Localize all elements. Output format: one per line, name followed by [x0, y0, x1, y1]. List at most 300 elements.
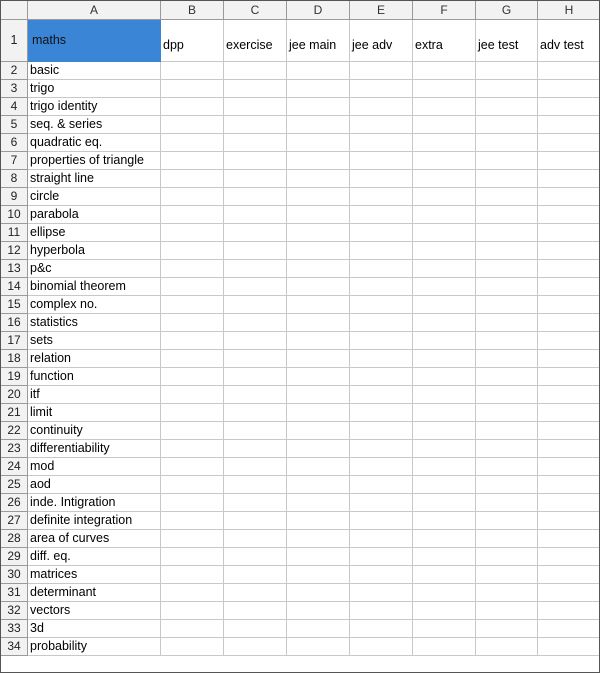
empty-cell[interactable] — [224, 98, 287, 116]
empty-cell[interactable] — [287, 170, 350, 188]
empty-cell[interactable] — [161, 566, 224, 584]
empty-cell[interactable] — [224, 440, 287, 458]
empty-cell[interactable] — [161, 494, 224, 512]
empty-cell[interactable] — [350, 278, 413, 296]
empty-cell[interactable] — [161, 422, 224, 440]
empty-cell[interactable] — [476, 206, 538, 224]
empty-cell[interactable] — [413, 530, 476, 548]
empty-cell[interactable] — [413, 296, 476, 314]
empty-cell[interactable] — [538, 476, 600, 494]
empty-cell[interactable] — [413, 440, 476, 458]
topic-cell[interactable]: quadratic eq. — [28, 134, 161, 152]
empty-cell[interactable] — [161, 548, 224, 566]
row-header[interactable]: 24 — [1, 458, 28, 476]
column-header-f[interactable]: F — [413, 1, 476, 20]
empty-cell[interactable] — [538, 404, 600, 422]
empty-cell[interactable] — [287, 422, 350, 440]
empty-cell[interactable] — [476, 638, 538, 656]
column-header-c[interactable]: C — [224, 1, 287, 20]
empty-cell[interactable] — [413, 80, 476, 98]
empty-cell[interactable] — [476, 350, 538, 368]
empty-cell[interactable] — [538, 422, 600, 440]
empty-cell[interactable] — [224, 386, 287, 404]
empty-cell[interactable] — [350, 440, 413, 458]
empty-cell[interactable] — [538, 98, 600, 116]
empty-cell[interactable] — [350, 260, 413, 278]
empty-cell[interactable] — [476, 566, 538, 584]
empty-cell[interactable] — [350, 566, 413, 584]
empty-cell[interactable] — [476, 80, 538, 98]
empty-cell[interactable] — [476, 476, 538, 494]
empty-cell[interactable] — [350, 638, 413, 656]
column-title-cell[interactable]: extra — [413, 20, 476, 62]
topic-cell[interactable]: complex no. — [28, 296, 161, 314]
row-header[interactable]: 25 — [1, 476, 28, 494]
row-header[interactable]: 16 — [1, 314, 28, 332]
empty-cell[interactable] — [538, 116, 600, 134]
column-header-b[interactable]: B — [161, 1, 224, 20]
empty-cell[interactable] — [350, 458, 413, 476]
empty-cell[interactable] — [476, 404, 538, 422]
empty-cell[interactable] — [287, 512, 350, 530]
empty-cell[interactable] — [538, 314, 600, 332]
empty-cell[interactable] — [161, 296, 224, 314]
row-header[interactable]: 28 — [1, 530, 28, 548]
empty-cell[interactable] — [287, 602, 350, 620]
empty-cell[interactable] — [224, 530, 287, 548]
topic-cell[interactable]: probability — [28, 638, 161, 656]
empty-cell[interactable] — [161, 620, 224, 638]
topic-cell[interactable]: sets — [28, 332, 161, 350]
empty-cell[interactable] — [224, 584, 287, 602]
column-header-g[interactable]: G — [476, 1, 538, 20]
empty-cell[interactable] — [224, 296, 287, 314]
column-title-cell[interactable]: jee test — [476, 20, 538, 62]
empty-cell[interactable] — [538, 242, 600, 260]
column-header-a[interactable]: A — [28, 1, 161, 20]
empty-cell[interactable] — [161, 584, 224, 602]
empty-cell[interactable] — [161, 386, 224, 404]
empty-cell[interactable] — [476, 188, 538, 206]
empty-cell[interactable] — [350, 476, 413, 494]
empty-cell[interactable] — [413, 152, 476, 170]
empty-cell[interactable] — [161, 440, 224, 458]
empty-cell[interactable] — [350, 116, 413, 134]
topic-cell[interactable]: definite integration — [28, 512, 161, 530]
empty-cell[interactable] — [538, 134, 600, 152]
row-header[interactable]: 3 — [1, 80, 28, 98]
empty-cell[interactable] — [350, 296, 413, 314]
topic-cell[interactable]: 3d — [28, 620, 161, 638]
row-header[interactable]: 21 — [1, 404, 28, 422]
row-header[interactable]: 7 — [1, 152, 28, 170]
topic-cell[interactable]: differentiability — [28, 440, 161, 458]
row-header[interactable]: 23 — [1, 440, 28, 458]
empty-cell[interactable] — [224, 566, 287, 584]
empty-cell[interactable] — [476, 116, 538, 134]
row-header[interactable]: 9 — [1, 188, 28, 206]
empty-cell[interactable] — [287, 620, 350, 638]
empty-cell[interactable] — [538, 296, 600, 314]
topic-cell[interactable]: trigo — [28, 80, 161, 98]
empty-cell[interactable] — [476, 386, 538, 404]
empty-cell[interactable] — [538, 80, 600, 98]
empty-cell[interactable] — [413, 206, 476, 224]
empty-cell[interactable] — [287, 224, 350, 242]
empty-cell[interactable] — [224, 602, 287, 620]
row-header[interactable]: 5 — [1, 116, 28, 134]
empty-cell[interactable] — [476, 62, 538, 80]
empty-cell[interactable] — [538, 620, 600, 638]
empty-cell[interactable] — [350, 512, 413, 530]
row-header[interactable]: 33 — [1, 620, 28, 638]
empty-cell[interactable] — [287, 242, 350, 260]
empty-cell[interactable] — [287, 350, 350, 368]
empty-cell[interactable] — [224, 620, 287, 638]
empty-cell[interactable] — [287, 638, 350, 656]
topic-cell[interactable]: circle — [28, 188, 161, 206]
empty-cell[interactable] — [476, 296, 538, 314]
column-header-e[interactable]: E — [350, 1, 413, 20]
empty-cell[interactable] — [538, 566, 600, 584]
empty-cell[interactable] — [538, 548, 600, 566]
column-title-cell[interactable]: jee adv — [350, 20, 413, 62]
empty-cell[interactable] — [350, 98, 413, 116]
topic-cell[interactable]: itf — [28, 386, 161, 404]
empty-cell[interactable] — [538, 494, 600, 512]
empty-cell[interactable] — [413, 620, 476, 638]
empty-cell[interactable] — [350, 80, 413, 98]
empty-cell[interactable] — [476, 224, 538, 242]
empty-cell[interactable] — [161, 512, 224, 530]
empty-cell[interactable] — [413, 62, 476, 80]
topic-cell[interactable]: function — [28, 368, 161, 386]
empty-cell[interactable] — [287, 494, 350, 512]
empty-cell[interactable] — [161, 224, 224, 242]
empty-cell[interactable] — [161, 242, 224, 260]
row-header[interactable]: 31 — [1, 584, 28, 602]
topic-cell[interactable]: vectors — [28, 602, 161, 620]
row-header[interactable]: 13 — [1, 260, 28, 278]
empty-cell[interactable] — [476, 584, 538, 602]
empty-cell[interactable] — [287, 368, 350, 386]
topic-cell[interactable]: area of curves — [28, 530, 161, 548]
empty-cell[interactable] — [413, 386, 476, 404]
empty-cell[interactable] — [161, 206, 224, 224]
empty-cell[interactable] — [161, 350, 224, 368]
row-header[interactable]: 15 — [1, 296, 28, 314]
empty-cell[interactable] — [224, 476, 287, 494]
topic-cell[interactable]: matrices — [28, 566, 161, 584]
empty-cell[interactable] — [224, 404, 287, 422]
empty-cell[interactable] — [287, 116, 350, 134]
row-header[interactable]: 26 — [1, 494, 28, 512]
empty-cell[interactable] — [224, 152, 287, 170]
empty-cell[interactable] — [224, 62, 287, 80]
empty-cell[interactable] — [413, 458, 476, 476]
empty-cell[interactable] — [538, 386, 600, 404]
empty-cell[interactable] — [413, 638, 476, 656]
empty-cell[interactable] — [161, 134, 224, 152]
empty-cell[interactable] — [287, 440, 350, 458]
empty-cell[interactable] — [287, 206, 350, 224]
empty-cell[interactable] — [538, 170, 600, 188]
empty-cell[interactable] — [476, 512, 538, 530]
topic-cell[interactable]: p&c — [28, 260, 161, 278]
empty-cell[interactable] — [413, 602, 476, 620]
empty-cell[interactable] — [413, 422, 476, 440]
empty-cell[interactable] — [224, 548, 287, 566]
empty-cell[interactable] — [413, 188, 476, 206]
empty-cell[interactable] — [224, 134, 287, 152]
empty-cell[interactable] — [413, 584, 476, 602]
topic-cell[interactable]: mod — [28, 458, 161, 476]
empty-cell[interactable] — [287, 62, 350, 80]
topic-cell[interactable]: ellipse — [28, 224, 161, 242]
topic-cell[interactable]: trigo identity — [28, 98, 161, 116]
title-cell[interactable]: maths — [28, 20, 161, 62]
empty-cell[interactable] — [538, 278, 600, 296]
empty-cell[interactable] — [413, 224, 476, 242]
empty-cell[interactable] — [287, 332, 350, 350]
empty-cell[interactable] — [413, 170, 476, 188]
row-header[interactable]: 1 — [1, 20, 28, 62]
empty-cell[interactable] — [350, 602, 413, 620]
empty-cell[interactable] — [538, 602, 600, 620]
empty-cell[interactable] — [476, 170, 538, 188]
empty-cell[interactable] — [161, 602, 224, 620]
empty-cell[interactable] — [350, 368, 413, 386]
empty-cell[interactable] — [350, 404, 413, 422]
empty-cell[interactable] — [224, 332, 287, 350]
empty-cell[interactable] — [287, 458, 350, 476]
empty-cell[interactable] — [476, 422, 538, 440]
empty-cell[interactable] — [413, 278, 476, 296]
empty-cell[interactable] — [287, 386, 350, 404]
empty-cell[interactable] — [476, 548, 538, 566]
empty-cell[interactable] — [538, 152, 600, 170]
empty-cell[interactable] — [224, 512, 287, 530]
empty-cell[interactable] — [224, 188, 287, 206]
empty-cell[interactable] — [161, 62, 224, 80]
empty-cell[interactable] — [287, 584, 350, 602]
topic-cell[interactable]: limit — [28, 404, 161, 422]
empty-cell[interactable] — [161, 152, 224, 170]
empty-cell[interactable] — [287, 296, 350, 314]
empty-cell[interactable] — [350, 62, 413, 80]
topic-cell[interactable]: basic — [28, 62, 161, 80]
empty-cell[interactable] — [224, 206, 287, 224]
empty-cell[interactable] — [413, 512, 476, 530]
empty-cell[interactable] — [476, 368, 538, 386]
empty-cell[interactable] — [350, 620, 413, 638]
empty-cell[interactable] — [350, 332, 413, 350]
row-header[interactable]: 34 — [1, 638, 28, 656]
empty-cell[interactable] — [224, 242, 287, 260]
empty-cell[interactable] — [476, 440, 538, 458]
row-header[interactable]: 8 — [1, 170, 28, 188]
empty-cell[interactable] — [287, 260, 350, 278]
row-header[interactable]: 4 — [1, 98, 28, 116]
empty-cell[interactable] — [538, 530, 600, 548]
topic-cell[interactable]: seq. & series — [28, 116, 161, 134]
empty-cell[interactable] — [413, 116, 476, 134]
empty-cell[interactable] — [350, 188, 413, 206]
empty-cell[interactable] — [350, 242, 413, 260]
empty-cell[interactable] — [476, 98, 538, 116]
empty-cell[interactable] — [161, 170, 224, 188]
empty-cell[interactable] — [476, 530, 538, 548]
empty-cell[interactable] — [161, 80, 224, 98]
column-title-cell[interactable]: jee main — [287, 20, 350, 62]
empty-cell[interactable] — [538, 350, 600, 368]
empty-cell[interactable] — [287, 134, 350, 152]
empty-cell[interactable] — [538, 332, 600, 350]
row-header[interactable]: 19 — [1, 368, 28, 386]
empty-cell[interactable] — [287, 548, 350, 566]
topic-cell[interactable]: properties of triangle — [28, 152, 161, 170]
empty-cell[interactable] — [224, 80, 287, 98]
row-header[interactable]: 11 — [1, 224, 28, 242]
empty-cell[interactable] — [350, 548, 413, 566]
empty-cell[interactable] — [476, 278, 538, 296]
empty-cell[interactable] — [413, 314, 476, 332]
topic-cell[interactable]: relation — [28, 350, 161, 368]
row-header[interactable]: 18 — [1, 350, 28, 368]
empty-cell[interactable] — [538, 62, 600, 80]
empty-cell[interactable] — [287, 404, 350, 422]
empty-cell[interactable] — [538, 512, 600, 530]
empty-cell[interactable] — [413, 476, 476, 494]
empty-cell[interactable] — [413, 404, 476, 422]
empty-cell[interactable] — [538, 440, 600, 458]
empty-cell[interactable] — [476, 458, 538, 476]
empty-cell[interactable] — [413, 494, 476, 512]
empty-cell[interactable] — [224, 170, 287, 188]
column-header-h[interactable]: H — [538, 1, 600, 20]
empty-cell[interactable] — [413, 548, 476, 566]
empty-cell[interactable] — [350, 206, 413, 224]
row-header[interactable]: 10 — [1, 206, 28, 224]
empty-cell[interactable] — [350, 170, 413, 188]
select-all-corner[interactable] — [1, 1, 28, 20]
empty-cell[interactable] — [161, 368, 224, 386]
empty-cell[interactable] — [413, 368, 476, 386]
topic-cell[interactable]: parabola — [28, 206, 161, 224]
empty-cell[interactable] — [350, 314, 413, 332]
empty-cell[interactable] — [287, 530, 350, 548]
empty-cell[interactable] — [224, 314, 287, 332]
empty-cell[interactable] — [224, 278, 287, 296]
empty-cell[interactable] — [476, 242, 538, 260]
empty-cell[interactable] — [413, 98, 476, 116]
empty-cell[interactable] — [476, 494, 538, 512]
topic-cell[interactable]: determinant — [28, 584, 161, 602]
empty-cell[interactable] — [161, 476, 224, 494]
empty-cell[interactable] — [161, 332, 224, 350]
empty-cell[interactable] — [538, 584, 600, 602]
empty-cell[interactable] — [413, 350, 476, 368]
empty-cell[interactable] — [538, 638, 600, 656]
empty-cell[interactable] — [538, 260, 600, 278]
empty-cell[interactable] — [476, 314, 538, 332]
empty-cell[interactable] — [287, 152, 350, 170]
empty-cell[interactable] — [161, 314, 224, 332]
topic-cell[interactable]: binomial theorem — [28, 278, 161, 296]
empty-cell[interactable] — [287, 188, 350, 206]
empty-cell[interactable] — [350, 386, 413, 404]
row-header[interactable]: 30 — [1, 566, 28, 584]
topic-cell[interactable]: aod — [28, 476, 161, 494]
empty-cell[interactable] — [476, 152, 538, 170]
empty-cell[interactable] — [224, 350, 287, 368]
row-header[interactable]: 2 — [1, 62, 28, 80]
empty-cell[interactable] — [413, 134, 476, 152]
empty-cell[interactable] — [413, 332, 476, 350]
empty-cell[interactable] — [350, 134, 413, 152]
row-header[interactable]: 12 — [1, 242, 28, 260]
row-header[interactable]: 22 — [1, 422, 28, 440]
empty-cell[interactable] — [476, 332, 538, 350]
empty-cell[interactable] — [476, 134, 538, 152]
column-title-cell[interactable]: dpp — [161, 20, 224, 62]
empty-cell[interactable] — [350, 422, 413, 440]
topic-cell[interactable]: diff. eq. — [28, 548, 161, 566]
empty-cell[interactable] — [287, 566, 350, 584]
column-title-cell[interactable]: adv test — [538, 20, 600, 62]
empty-cell[interactable] — [476, 602, 538, 620]
empty-cell[interactable] — [287, 278, 350, 296]
empty-cell[interactable] — [538, 458, 600, 476]
empty-cell[interactable] — [161, 638, 224, 656]
empty-cell[interactable] — [224, 638, 287, 656]
empty-cell[interactable] — [224, 116, 287, 134]
empty-cell[interactable] — [161, 404, 224, 422]
empty-cell[interactable] — [287, 80, 350, 98]
empty-cell[interactable] — [287, 314, 350, 332]
empty-cell[interactable] — [538, 368, 600, 386]
empty-cell[interactable] — [161, 278, 224, 296]
empty-cell[interactable] — [413, 242, 476, 260]
empty-cell[interactable] — [538, 206, 600, 224]
topic-cell[interactable]: continuity — [28, 422, 161, 440]
empty-cell[interactable] — [161, 188, 224, 206]
empty-cell[interactable] — [538, 188, 600, 206]
empty-cell[interactable] — [413, 260, 476, 278]
empty-cell[interactable] — [224, 458, 287, 476]
empty-cell[interactable] — [350, 350, 413, 368]
empty-cell[interactable] — [350, 584, 413, 602]
empty-cell[interactable] — [350, 224, 413, 242]
empty-cell[interactable] — [224, 368, 287, 386]
row-header[interactable]: 17 — [1, 332, 28, 350]
empty-cell[interactable] — [161, 530, 224, 548]
empty-cell[interactable] — [224, 224, 287, 242]
empty-cell[interactable] — [413, 566, 476, 584]
empty-cell[interactable] — [538, 224, 600, 242]
empty-cell[interactable] — [161, 458, 224, 476]
topic-cell[interactable]: inde. Intigration — [28, 494, 161, 512]
topic-cell[interactable]: statistics — [28, 314, 161, 332]
column-header-d[interactable]: D — [287, 1, 350, 20]
empty-cell[interactable] — [350, 494, 413, 512]
empty-cell[interactable] — [476, 620, 538, 638]
row-header[interactable]: 14 — [1, 278, 28, 296]
empty-cell[interactable] — [224, 494, 287, 512]
empty-cell[interactable] — [224, 260, 287, 278]
empty-cell[interactable] — [224, 422, 287, 440]
row-header[interactable]: 29 — [1, 548, 28, 566]
